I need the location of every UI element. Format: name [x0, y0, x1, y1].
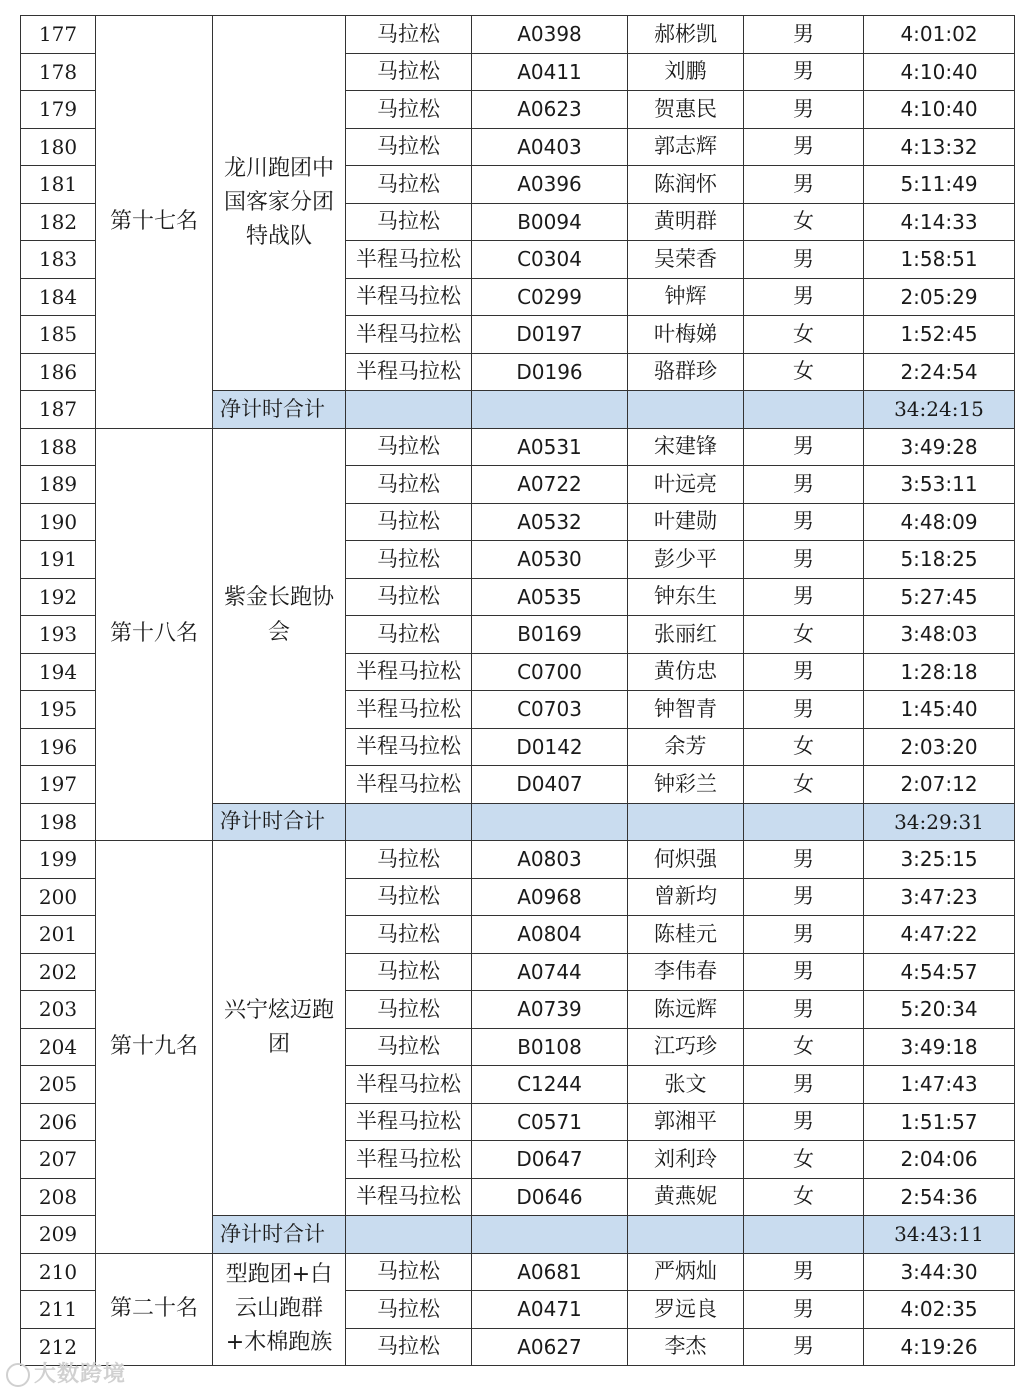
- bib-code-cell: A0744: [472, 953, 628, 991]
- team-name-cell: 龙川跑团中国客家分团特战队: [213, 16, 346, 391]
- table-row: [21, 841, 1015, 879]
- bib-code-cell: C1244: [472, 1066, 628, 1104]
- runner-name-cell: 贺惠民: [628, 91, 744, 129]
- finish-time-cell: 2:07:12: [864, 766, 1015, 804]
- row-number: 207: [21, 1141, 96, 1179]
- row-number: 193: [21, 616, 96, 654]
- runner-name-cell: 曾新均: [628, 878, 744, 916]
- row-number: 197: [21, 766, 96, 804]
- bib-code-cell: D0646: [472, 1178, 628, 1216]
- bib-code-cell: A0471: [472, 1291, 628, 1329]
- event-cell: 马拉松: [346, 578, 472, 616]
- gender-cell: 男: [744, 1253, 864, 1291]
- event-cell: 马拉松: [346, 1253, 472, 1291]
- finish-time-cell: 3:48:03: [864, 616, 1015, 654]
- bib-code-cell: A0627: [472, 1328, 628, 1366]
- row-number: 208: [21, 1178, 96, 1216]
- total-time-cell: 34:29:31: [864, 803, 1015, 841]
- bib-code-cell: A0411: [472, 53, 628, 91]
- event-cell: 马拉松: [346, 916, 472, 954]
- event-cell: 半程马拉松: [346, 1178, 472, 1216]
- bib-code-cell: A0722: [472, 466, 628, 504]
- runner-name-cell: 李杰: [628, 1328, 744, 1366]
- row-number: 204: [21, 1028, 96, 1066]
- runner-name-cell: 刘利玲: [628, 1141, 744, 1179]
- event-cell: 马拉松: [346, 466, 472, 504]
- finish-time-cell: 5:27:45: [864, 578, 1015, 616]
- finish-time-cell: 3:53:11: [864, 466, 1015, 504]
- event-cell: 马拉松: [346, 1328, 472, 1366]
- event-cell: 半程马拉松: [346, 353, 472, 391]
- finish-time-cell: 2:05:29: [864, 278, 1015, 316]
- event-cell: 半程马拉松: [346, 1141, 472, 1179]
- runner-name-cell: 吴荣香: [628, 241, 744, 279]
- event-cell: 半程马拉松: [346, 691, 472, 729]
- row-number: 184: [21, 278, 96, 316]
- gender-cell: 男: [744, 1291, 864, 1329]
- row-number: 180: [21, 128, 96, 166]
- finish-time-cell: 4:13:32: [864, 128, 1015, 166]
- bib-code-cell: B0094: [472, 203, 628, 241]
- team-name-cell: 兴宁炫迈跑团: [213, 841, 346, 1216]
- gender-cell: 男: [744, 166, 864, 204]
- empty-cell: [472, 803, 628, 841]
- total-time-cell: 34:43:11: [864, 1216, 1015, 1254]
- runner-name-cell: 张丽红: [628, 616, 744, 654]
- event-cell: 马拉松: [346, 203, 472, 241]
- row-number: 187: [21, 391, 96, 429]
- finish-time-cell: 3:44:30: [864, 1253, 1015, 1291]
- finish-time-cell: 4:14:33: [864, 203, 1015, 241]
- finish-time-cell: 5:18:25: [864, 541, 1015, 579]
- event-cell: 马拉松: [346, 53, 472, 91]
- bib-code-cell: B0108: [472, 1028, 628, 1066]
- team-name-cell: 紫金长跑协会: [213, 428, 346, 803]
- watermark-text: 大数跨境: [34, 1362, 127, 1387]
- table-row: [21, 428, 1015, 466]
- empty-cell: [744, 803, 864, 841]
- bib-code-cell: A0623: [472, 91, 628, 129]
- row-number: 196: [21, 728, 96, 766]
- event-cell: 马拉松: [346, 541, 472, 579]
- bib-code-cell: A0803: [472, 841, 628, 879]
- finish-time-cell: 4:10:40: [864, 53, 1015, 91]
- gender-cell: 男: [744, 278, 864, 316]
- gender-cell: 男: [744, 691, 864, 729]
- row-number: 185: [21, 316, 96, 354]
- bib-code-cell: A0681: [472, 1253, 628, 1291]
- bib-code-cell: C0703: [472, 691, 628, 729]
- bib-code-cell: A0739: [472, 991, 628, 1029]
- gender-cell: 男: [744, 16, 864, 54]
- bib-code-cell: A0804: [472, 916, 628, 954]
- bib-code-cell: D0407: [472, 766, 628, 804]
- empty-cell: [346, 391, 472, 429]
- runner-name-cell: 张文: [628, 1066, 744, 1104]
- empty-cell: [628, 391, 744, 429]
- finish-time-cell: 1:45:40: [864, 691, 1015, 729]
- event-cell: 马拉松: [346, 878, 472, 916]
- event-cell: 马拉松: [346, 128, 472, 166]
- empty-cell: [346, 803, 472, 841]
- finish-time-cell: 4:19:26: [864, 1328, 1015, 1366]
- runner-name-cell: 钟辉: [628, 278, 744, 316]
- finish-time-cell: 1:52:45: [864, 316, 1015, 354]
- row-number: 190: [21, 503, 96, 541]
- gender-cell: 女: [744, 1028, 864, 1066]
- event-cell: 半程马拉松: [346, 728, 472, 766]
- bib-code-cell: C0571: [472, 1103, 628, 1141]
- bib-code-cell: B0169: [472, 616, 628, 654]
- runner-name-cell: 叶建勋: [628, 503, 744, 541]
- runner-name-cell: 黄仿忠: [628, 653, 744, 691]
- finish-time-cell: 1:28:18: [864, 653, 1015, 691]
- event-cell: 马拉松: [346, 16, 472, 54]
- gender-cell: 男: [744, 578, 864, 616]
- bib-code-cell: D0197: [472, 316, 628, 354]
- row-number: 200: [21, 878, 96, 916]
- empty-cell: [346, 1216, 472, 1254]
- event-cell: 马拉松: [346, 91, 472, 129]
- runner-name-cell: 李伟春: [628, 953, 744, 991]
- rank-cell: 第二十名: [96, 1253, 213, 1366]
- finish-time-cell: 5:11:49: [864, 166, 1015, 204]
- row-number: 198: [21, 803, 96, 841]
- runner-name-cell: 叶梅娣: [628, 316, 744, 354]
- bib-code-cell: A0396: [472, 166, 628, 204]
- finish-time-cell: 1:47:43: [864, 1066, 1015, 1104]
- row-number: 183: [21, 241, 96, 279]
- total-label-cell: 净计时合计: [213, 803, 346, 841]
- runner-name-cell: 宋建锋: [628, 428, 744, 466]
- runner-name-cell: 陈桂元: [628, 916, 744, 954]
- runner-name-cell: 钟彩兰: [628, 766, 744, 804]
- event-cell: 马拉松: [346, 428, 472, 466]
- gender-cell: 男: [744, 541, 864, 579]
- watermark: [6, 1357, 126, 1388]
- finish-time-cell: 2:03:20: [864, 728, 1015, 766]
- gender-cell: 女: [744, 316, 864, 354]
- event-cell: 半程马拉松: [346, 1103, 472, 1141]
- empty-cell: [744, 391, 864, 429]
- gender-cell: 女: [744, 616, 864, 654]
- team-name-cell: 型跑团+白云山跑群+木棉跑族: [213, 1253, 346, 1366]
- results-table: [20, 15, 1015, 1366]
- event-cell: 半程马拉松: [346, 766, 472, 804]
- bib-code-cell: C0304: [472, 241, 628, 279]
- table-row: [21, 1253, 1015, 1291]
- event-cell: 马拉松: [346, 1291, 472, 1329]
- runner-name-cell: 郭志辉: [628, 128, 744, 166]
- row-number: 209: [21, 1216, 96, 1254]
- bib-code-cell: C0299: [472, 278, 628, 316]
- runner-name-cell: 严炳灿: [628, 1253, 744, 1291]
- bib-code-cell: A0532: [472, 503, 628, 541]
- row-number: 195: [21, 691, 96, 729]
- row-number: 201: [21, 916, 96, 954]
- event-cell: 半程马拉松: [346, 1066, 472, 1104]
- bib-code-cell: A0530: [472, 541, 628, 579]
- gender-cell: 男: [744, 128, 864, 166]
- empty-cell: [628, 1216, 744, 1254]
- table-row: [21, 16, 1015, 54]
- gender-cell: 男: [744, 1066, 864, 1104]
- row-number: 191: [21, 541, 96, 579]
- row-number: 210: [21, 1253, 96, 1291]
- row-number: 199: [21, 841, 96, 879]
- event-cell: 马拉松: [346, 841, 472, 879]
- event-cell: 马拉松: [346, 166, 472, 204]
- finish-time-cell: 4:48:09: [864, 503, 1015, 541]
- empty-cell: [472, 1216, 628, 1254]
- finish-time-cell: 4:01:02: [864, 16, 1015, 54]
- event-cell: 马拉松: [346, 503, 472, 541]
- runner-name-cell: 郭湘平: [628, 1103, 744, 1141]
- finish-time-cell: 2:04:06: [864, 1141, 1015, 1179]
- bib-code-cell: D0647: [472, 1141, 628, 1179]
- finish-time-cell: 4:10:40: [864, 91, 1015, 129]
- gender-cell: 男: [744, 466, 864, 504]
- empty-cell: [628, 803, 744, 841]
- gender-cell: 男: [744, 53, 864, 91]
- gender-cell: 男: [744, 916, 864, 954]
- runner-name-cell: 江巧珍: [628, 1028, 744, 1066]
- runner-name-cell: 钟智青: [628, 691, 744, 729]
- row-number: 203: [21, 991, 96, 1029]
- finish-time-cell: 3:49:28: [864, 428, 1015, 466]
- row-number: 192: [21, 578, 96, 616]
- gender-cell: 女: [744, 1141, 864, 1179]
- gender-cell: 男: [744, 991, 864, 1029]
- row-number: 189: [21, 466, 96, 504]
- event-cell: 马拉松: [346, 616, 472, 654]
- row-number: 178: [21, 53, 96, 91]
- gender-cell: 男: [744, 503, 864, 541]
- gender-cell: 男: [744, 653, 864, 691]
- runner-name-cell: 黄燕妮: [628, 1178, 744, 1216]
- row-number: 212: [21, 1328, 96, 1366]
- row-number: 205: [21, 1066, 96, 1104]
- gender-cell: 男: [744, 241, 864, 279]
- gender-cell: 男: [744, 91, 864, 129]
- gender-cell: 男: [744, 1328, 864, 1366]
- gender-cell: 女: [744, 766, 864, 804]
- finish-time-cell: 1:58:51: [864, 241, 1015, 279]
- finish-time-cell: 3:25:15: [864, 841, 1015, 879]
- gender-cell: 女: [744, 728, 864, 766]
- row-number: 177: [21, 16, 96, 54]
- row-number: 181: [21, 166, 96, 204]
- finish-time-cell: 4:47:22: [864, 916, 1015, 954]
- runner-name-cell: 刘鹏: [628, 53, 744, 91]
- gender-cell: 男: [744, 878, 864, 916]
- gender-cell: 女: [744, 353, 864, 391]
- bib-code-cell: A0968: [472, 878, 628, 916]
- runner-name-cell: 余芳: [628, 728, 744, 766]
- finish-time-cell: 2:24:54: [864, 353, 1015, 391]
- row-number: 211: [21, 1291, 96, 1329]
- event-cell: 半程马拉松: [346, 278, 472, 316]
- bib-code-cell: A0398: [472, 16, 628, 54]
- row-number: 188: [21, 428, 96, 466]
- row-number: 182: [21, 203, 96, 241]
- runner-name-cell: 陈润怀: [628, 166, 744, 204]
- bib-code-cell: D0196: [472, 353, 628, 391]
- rank-cell: 第十八名: [96, 428, 213, 841]
- event-cell: 马拉松: [346, 953, 472, 991]
- watermark-logo-icon: [6, 1363, 30, 1387]
- gender-cell: 女: [744, 203, 864, 241]
- finish-time-cell: 4:02:35: [864, 1291, 1015, 1329]
- gender-cell: 男: [744, 953, 864, 991]
- row-number: 186: [21, 353, 96, 391]
- total-label-cell: 净计时合计: [213, 391, 346, 429]
- event-cell: 马拉松: [346, 991, 472, 1029]
- finish-time-cell: 3:47:23: [864, 878, 1015, 916]
- event-cell: 半程马拉松: [346, 316, 472, 354]
- finish-time-cell: 2:54:36: [864, 1178, 1015, 1216]
- runner-name-cell: 黄明群: [628, 203, 744, 241]
- bib-code-cell: D0142: [472, 728, 628, 766]
- runner-name-cell: 郝彬凯: [628, 16, 744, 54]
- rank-cell: 第十九名: [96, 841, 213, 1254]
- total-label-cell: 净计时合计: [213, 1216, 346, 1254]
- bib-code-cell: A0403: [472, 128, 628, 166]
- runner-name-cell: 叶远亮: [628, 466, 744, 504]
- gender-cell: 男: [744, 841, 864, 879]
- row-number: 202: [21, 953, 96, 991]
- gender-cell: 男: [744, 428, 864, 466]
- finish-time-cell: 1:51:57: [864, 1103, 1015, 1141]
- empty-cell: [744, 1216, 864, 1254]
- runner-name-cell: 彭少平: [628, 541, 744, 579]
- total-time-cell: 34:24:15: [864, 391, 1015, 429]
- row-number: 179: [21, 91, 96, 129]
- bib-code-cell: A0531: [472, 428, 628, 466]
- row-number: 194: [21, 653, 96, 691]
- gender-cell: 男: [744, 1103, 864, 1141]
- runner-name-cell: 钟东生: [628, 578, 744, 616]
- finish-time-cell: 5:20:34: [864, 991, 1015, 1029]
- runner-name-cell: 陈远辉: [628, 991, 744, 1029]
- rank-cell: 第十七名: [96, 16, 213, 429]
- bib-code-cell: A0535: [472, 578, 628, 616]
- runner-name-cell: 罗远良: [628, 1291, 744, 1329]
- event-cell: 马拉松: [346, 1028, 472, 1066]
- row-number: 206: [21, 1103, 96, 1141]
- runner-name-cell: 何炽强: [628, 841, 744, 879]
- bib-code-cell: C0700: [472, 653, 628, 691]
- empty-cell: [472, 391, 628, 429]
- runner-name-cell: 骆群珍: [628, 353, 744, 391]
- results-table-body: [21, 16, 1015, 1366]
- finish-time-cell: 3:49:18: [864, 1028, 1015, 1066]
- event-cell: 半程马拉松: [346, 653, 472, 691]
- finish-time-cell: 4:54:57: [864, 953, 1015, 991]
- gender-cell: 女: [744, 1178, 864, 1216]
- event-cell: 半程马拉松: [346, 241, 472, 279]
